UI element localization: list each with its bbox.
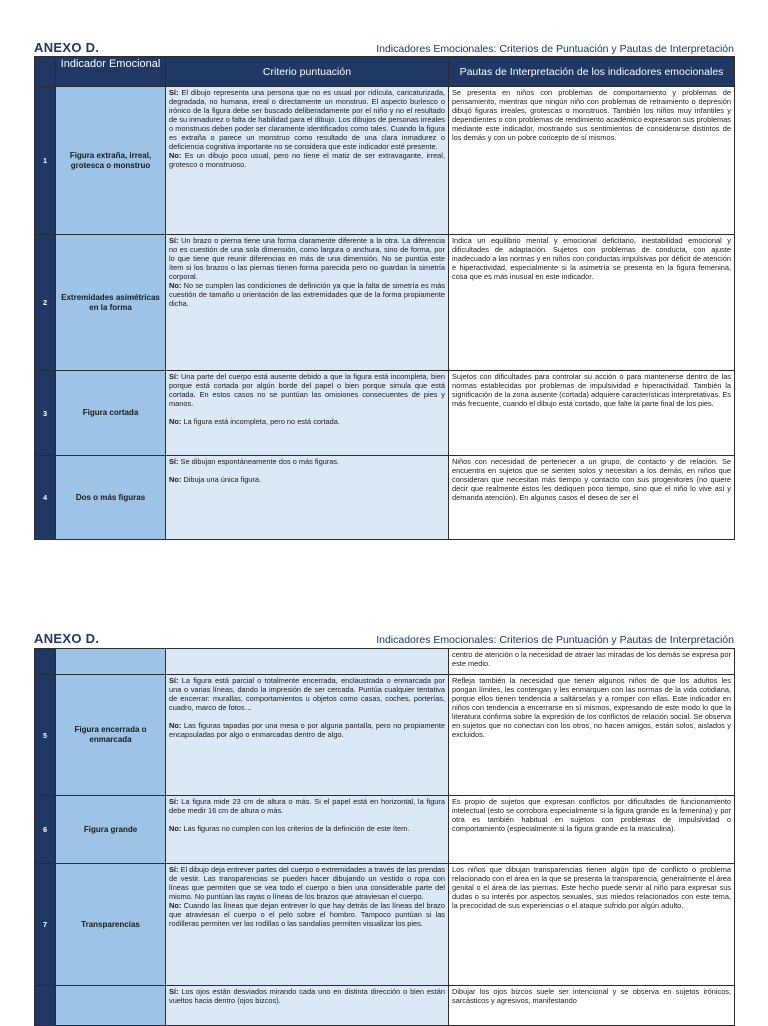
interpretation-cell: Dibujar los ojos bizcos suele ser intencional y se observa en sujetos irónicos, sarcásticos y agresivos, manifestando [449,986,735,1026]
no-text: Es un dibujo poco usual, pero no tiene el matiz de ser extravagante, irreal, grotesco o monstruoso. [169,151,445,169]
table-row [35,235,735,371]
no-text: Las figuras tapadas por una mesa o por alguna pantalla, pero no propiamente encapsuladas por algo o enmarcadas dentro de algo. [169,721,445,739]
table-row [35,87,735,235]
interpretation-cell: Los niños que dibujan transparencias tienen algún tipo de conflicto o problema relacionado con el área en la que se presenta la transparencia, generalmente el área genital o el área de las piernas. Este hecho puede servir al niño para expresar sus dudas o su interés por aspectos sexuales, sus miedos relacionados con este tema, la precocidad de sus experiencias o el ataque sufrido por algún adulto. [449,864,735,986]
interpretation-cell: Niños con necesidad de pertenecer a un grupo, de contacto y de relación. Se encuentra en sujetos que se sienten solos y necesitan a los demás, en niños que consideran que necesitan más tiempo y contacto con sus progenitores (no quiere decir que realmente éstos les dediquen poco tiempo, sino que el niño lo vive así y demanda atención). En algunos casos el deseo de ser el [449,456,735,540]
indicator-name: Figura extraña, irreal, grotesca o monstruo [56,87,166,235]
criterion-cell [166,235,449,371]
row-number: 4 [35,456,56,540]
page-header [34,37,734,55]
criterion-cell [166,371,449,456]
annex-title: ANEXO D. [34,40,100,55]
si-text: El dibujo representa una persona que no es usual por ridícula, caricaturizada, degradada, no humana, irreal o directamente un monstruo. El aspecto burlesco o irónico de la figura debe ser buscado deliberadamente por el niño y no el resultado de su inmadurez o falta de habilidad para el dibujo. Los dibujos de personas irreales o monstruos deben poder ser claramente identificados como tales. Cuando la figura es extraña o parece un monstruo como resultado de una clara inmadurez o deficiencia cognitiva importante no se considera que este indicador esté presente. [169,88,445,151]
row-number: 3 [35,371,56,456]
no-text: La figura está incompleta, pero no está cortada. [183,417,340,426]
interpretation-cell: Se presenta en niños con problemas de comportamiento y problemas de pensamiento, mientras que ningún niño con problemas de retraimiento o depresión dibujó figuras irreales, grotescas o monstruos. También los niños muy infantiles y dependientes o con problemas de rendimiento académico expresaron sus problemas mediante este indicador, mostrando sus sentimientos de considerarse distintos de los demás y con un pobre concepto de sí mismos. [449,87,735,235]
header-interpretation: Pautas de Interpretación de los indicadores emocionales [449,57,735,87]
no-text: Las figuras no cumplen con los criterios de la definición de este ítem. [183,824,410,833]
row-number: 1 [35,87,56,235]
no-text: Dibuja una única figura. [183,475,262,484]
si-text: Los ojos están desviados mirando cada uno en distinta dirección o bien están vueltos hacia dentro (ojos bizcos). [169,987,445,1005]
page-subtitle: Indicadores Emocionales: Criterios de Puntuación y Pautas de Interpretación [376,634,734,646]
no-label: No: [169,417,182,426]
si-text: Se dibujan espontáneamente dos o más figuras. [180,457,340,466]
annex-title: ANEXO D. [34,631,100,646]
si-text: El dibujo deja entrever partes del cuerpo o extremidades a través de las prendas de vestir. Las transparencias se pueden hacer dibujando un vestido o ropa con líneas que permiten que se vea todo el cuerpo o bien una considerable parte del mismo. No puntúan las rayas o líneas de los brazos que atraviesan el cuerpo. [169,865,445,901]
si-label: Sí: [169,987,179,996]
no-text: No se cumplen las condiciones de definición ya que la falta de simetría es más cuestión de tamaño u orientación de las extremidades que de la forma propiamente dicha. [169,281,445,308]
indicators-table [34,56,735,540]
page-header [34,628,734,646]
indicator-name: Figura cortada [56,371,166,456]
page-subtitle: Indicadores Emocionales: Criterios de Puntuación y Pautas de Interpretación [376,43,734,55]
indicator-name: Dos o más figuras [56,456,166,540]
header-criterion: Criterio puntuación [166,57,449,87]
row-number: 6 [35,796,56,864]
si-text: Una parte del cuerpo está ausente debido a que la figura está incompleta, bien porque está cortada por algún borde del papel o bien porque simula que está cortada. En estos casos no se puntúan las omisiones consecuentes de pies y manos. [169,372,445,408]
criterion-cell [166,675,449,796]
row-number: 5 [35,675,56,796]
criterion-cell [166,456,449,540]
interpretation-cell: Sujetos con dificultades para controlar su acción o para mantenerse dentro de las normas establecidas por problemas de impulsividad e hiperactividad. También la significación de la zona ausente (cortada) adquiere características interpretativas. Es más frecuente, cuando el dibujo está cortado, que falte la parte final de los pies. [449,371,735,456]
row-number: 2 [35,235,56,371]
interpretation-cell: Indica un equilibrio mental y emocional deficitario, inestabilidad emocional y dificultades de adaptación. Sujetos con problemas de conducta, con ajuste inadecuado a las normas y en niños con conductas impulsivas por déficit de atención e hiperactividad, especialmente si la asimetría se presenta en la figura femenina, cosa que es más inusual en este indicador. [449,235,735,371]
continuation-row [35,649,735,675]
criterion-cell [166,986,449,1026]
table-row [35,864,735,986]
criterion-cell [166,87,449,235]
si-text: La figura mide 23 cm de altura o más. Si el papel está en horizontal, la figura debe medir 16 cm de altura o más. [169,797,445,815]
row-number [35,986,56,1026]
si-label: Sí: [169,236,179,245]
indicator-name: Figura grande [56,796,166,864]
table-row [35,456,735,540]
si-text: Un brazo o pierna tiene una forma claramente diferente a la otra. La diferencia no es cuestión de una sola dimensión, como largura o anchura, sino de forma, por lo que tiene que reunir diferencias en más de una dimensión. No se puntúa este ítem si los brazos o las piernas tienen forma parecida pero no guardan la simetría corporal. [169,236,445,281]
no-label: No: [169,721,182,730]
indicator-name [56,986,166,1026]
no-label: No: [169,281,182,290]
criterion-cell [166,864,449,986]
indicators-table [34,648,735,1026]
header-num-cell [35,57,56,87]
table-row [35,986,735,1026]
si-label: Sí: [169,865,179,874]
indicator-name [56,649,166,675]
criterion-cell [166,649,449,675]
row-number [35,649,56,675]
interpretation-cell: Es propio de sujetos que expresan conflictos por dificultades de funcionamiento intelectual (esto se corrobora especialmente si la figura grande es la femenina) y por otra es también habitual en sujetos con problemas de impulsividad o comportamiento (especialmente si la figura grande es la masculina). [449,796,735,864]
no-text: Cuando las líneas que dejan entrever lo que hay detrás de las líneas del brazo que atraviesan el cuerpo o el pelo sobre el hombro. Tampoco puntúan si las rodilleras permiten ver las rodillas o las sandalias permiten visualizar los pies. [169,901,445,928]
table-row [35,371,735,456]
no-label: No: [169,475,182,484]
table-row [35,796,735,864]
no-label: No: [169,824,182,833]
indicator-name: Transparencias [56,864,166,986]
si-label: Sí: [169,457,179,466]
si-text: La figura está parcial o totalmente encerrada, enclaustrada o enmarcada por una o varias líneas, dando la impresión de ser cercada. Puntúa cualquier tentativa de encerrar: murallas, comportamientos u objetos como casas, coches, porterías, cuadro, marco de fotos… [169,676,445,712]
no-label: No: [169,901,182,910]
indicator-name: Extremidades asimétricas en la forma [56,235,166,371]
si-label: Sí: [169,676,179,685]
header-indicator: Indicador Emocional [56,57,166,87]
si-label: Sí: [169,372,179,381]
si-label: Sí: [169,88,179,97]
interpretation-continuation: centro de atención o la necesidad de atraer las miradas de los demás se expresa por este medio. [449,649,735,675]
si-label: Sí: [169,797,179,806]
criterion-cell [166,796,449,864]
interpretation-cell: Refleja también la necesidad que tienen algunos niños de que los adultos les pongan límites, les contengan y les enmarquen con las normas de la vida cotidiana, porque ellos tienen tendencia a saltárselas y a romper con ellas. Este indicador en niños con tendencia a encerrarse en sí mismos, expresando de este modo lo que la literatura confirma sobre la expresión de los conflictos de relación social. Se observa en sujetos que no conectan con los otros, no hacen amigos, están solos, aislados y excluidos. [449,675,735,796]
no-label: No: [169,151,182,160]
table-row [35,675,735,796]
table-header-row [35,57,735,87]
indicator-name: Figura encerrada o enmarcada [56,675,166,796]
row-number: 7 [35,864,56,986]
